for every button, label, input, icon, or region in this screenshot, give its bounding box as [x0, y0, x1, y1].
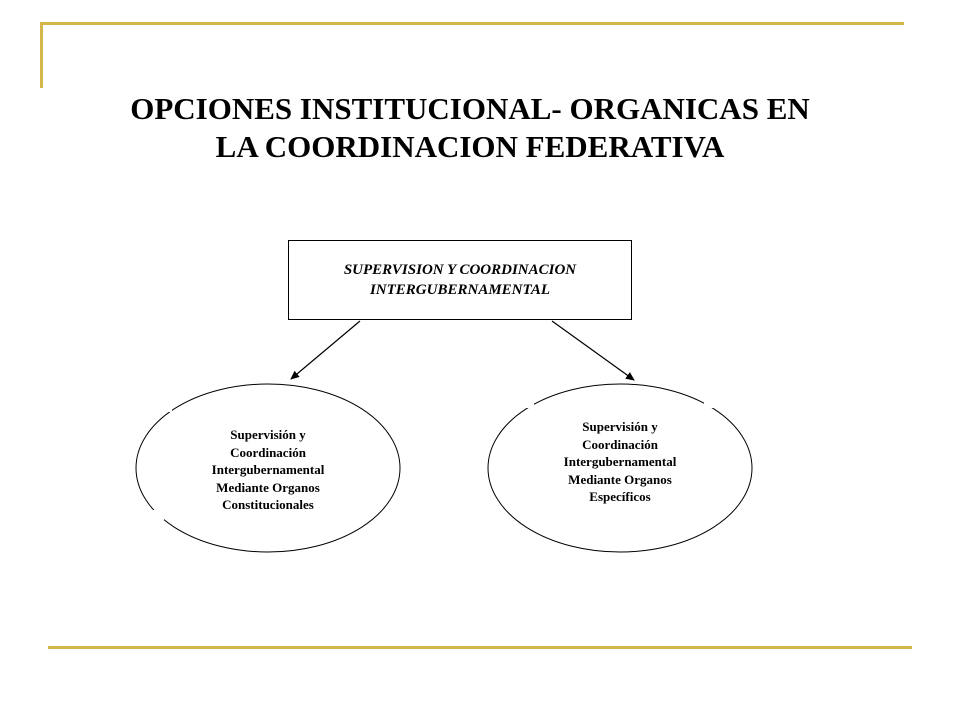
root-node-line-2: INTERGUBERNAMENTAL [369, 282, 551, 298]
option-label-right [520, 412, 720, 512]
option-right-line: Específicos [589, 489, 651, 505]
title-line-1: OPCIONES INSTITUCIONAL- ORGANICAS EN [130, 91, 810, 126]
connector-arrow-right [552, 321, 634, 380]
option-right-line: Mediante Organos [568, 471, 672, 487]
connector-arrow-left [291, 321, 360, 379]
option-left-line: Mediante Organos [216, 479, 320, 495]
option-left-line: Intergubernamental [211, 462, 325, 478]
option-left-line: Coordinación [230, 444, 306, 460]
option-right-line: Coordinación [582, 436, 658, 452]
root-node-line-1: SUPERVISION Y COORDINACION [343, 262, 577, 278]
option-right-line: Intergubernamental [563, 454, 677, 470]
root-node-box [288, 240, 632, 320]
option-left-line: Supervisión y [230, 427, 306, 443]
option-label-left [168, 420, 368, 520]
title-line-2: LA COORDINACION FEDERATIVA [215, 129, 725, 164]
option-right-line: Supervisión y [582, 419, 658, 435]
option-left-line: Constitucionales [222, 497, 314, 513]
